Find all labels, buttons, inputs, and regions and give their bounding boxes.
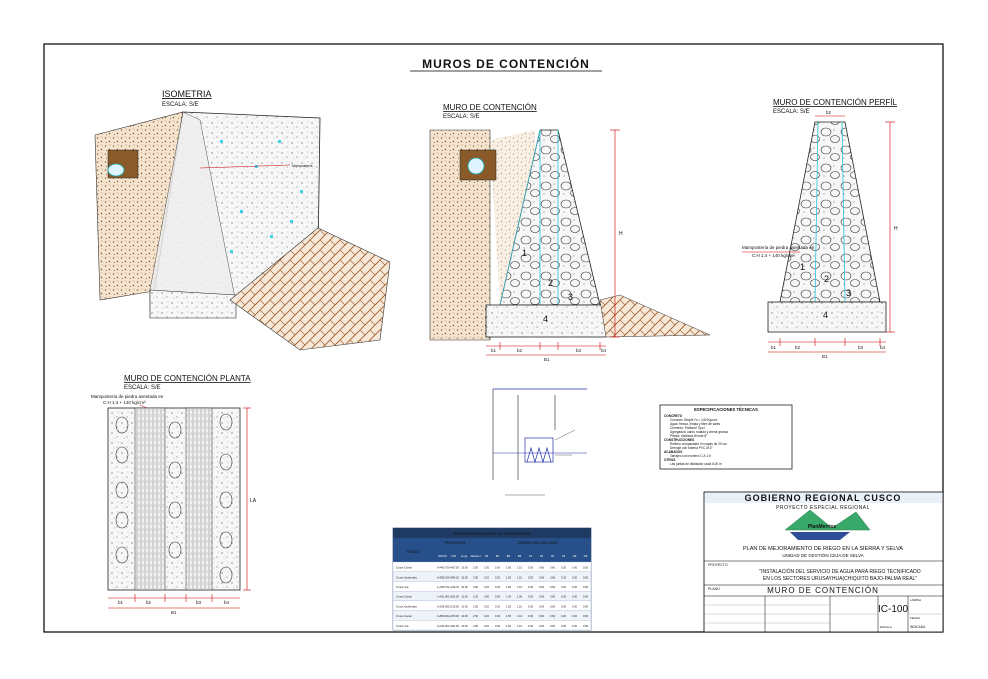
table-column-header: b3 (550, 554, 555, 558)
table-cell: 2.80 (472, 586, 479, 590)
table-cell: 2+215.00 (448, 605, 459, 609)
table-cell: 0.50 (582, 566, 589, 570)
table-cell: 1.50 (505, 586, 512, 590)
table-cell: 2.50 (472, 624, 479, 628)
table-cell: 0.30 (527, 615, 534, 619)
table-cell: 0.30 (527, 624, 534, 628)
table-cell: 2.50 (472, 566, 479, 570)
table-cell: 0.50 (582, 624, 589, 628)
table-cell: 3+441.00 (437, 624, 448, 628)
profile-dim-b1: b1 (771, 345, 777, 350)
table-cell: 0.60 (549, 624, 556, 628)
table-cell: 0.30 (494, 586, 501, 590)
spec-line: Tarrajeo con mortero C:A 1:5 (670, 454, 711, 458)
table-cell: 1.10 (516, 566, 523, 570)
sheet-code: IC-100 (877, 604, 909, 615)
isometric-title: ISOMETRIA (162, 89, 212, 99)
section-zone-4: 4 (543, 314, 549, 324)
profile-scale: ESCALA: S/E (773, 109, 810, 115)
section-zone-3: 3 (568, 292, 574, 302)
section-zone-2: 2 (548, 278, 554, 288)
table-cell: 0.30 (494, 605, 501, 609)
table-cell: 0.20 (560, 624, 567, 628)
table-cell: 1.10 (516, 586, 523, 590)
table-cell: 0.30 (527, 605, 534, 609)
profile-zone-2: 2 (824, 274, 830, 284)
table-column-header: b2 (539, 554, 544, 558)
table-column-header: FIN (451, 554, 456, 558)
summary-table (393, 528, 591, 630)
table-cell: 0.30 (527, 576, 534, 580)
spec-line: Agregados: canto rodado y arena gruesa (670, 430, 728, 434)
plan-note: Mampostería de piedra asentada en (91, 394, 164, 399)
table-cell: 0.60 (538, 615, 545, 619)
table-cell: 0.60 (549, 586, 556, 590)
profile-dim-top: b2 (826, 110, 832, 115)
table-cell: 0.30 (571, 624, 578, 628)
table-cell: 0.50 (582, 595, 589, 599)
table-cell: 10.00 (461, 576, 468, 580)
table-cell: 10.00 (461, 605, 468, 609)
table-cell: Cruce Quebrada (396, 604, 417, 609)
spec-line: OTROS (664, 458, 676, 462)
table-cell: 1.50 (505, 566, 512, 570)
specs-title: ESPECIFICACIONES TÉCNICAS (694, 407, 758, 412)
profile-note-2: C:H 1:4 + 140 kg/cm² (752, 253, 795, 258)
plan-program-title: PLAN DE MEJORAMIENTO DE RIEGO EN LA SIERRA Y SELVA (743, 546, 903, 552)
plan-dim-b2: b2 (146, 600, 152, 605)
section-dim-h: H (619, 231, 623, 237)
table-cell: 0.60 (549, 576, 556, 580)
spec-line: Relleno compactado en capas de 20 cm (670, 442, 727, 446)
table-cell: 0.30 (527, 595, 534, 599)
table-cell: 0.50 (582, 615, 589, 619)
table-cell: 0.20 (560, 576, 567, 580)
table-column-header: H1 (484, 554, 489, 558)
table-cell: 0.30 (527, 566, 534, 570)
table-column-header: b4 (561, 554, 566, 558)
isometric-scale: ESCALA: S/E (162, 102, 199, 108)
table-title: RESUMEN DE MUROS DE CONTENCIÓN (453, 531, 531, 536)
plan-dim-la: LA (250, 498, 257, 504)
section-dim-b4: b4 (601, 348, 607, 353)
profile-dim-b3: b3 (858, 345, 864, 350)
table-cell: 2+860.00 (437, 615, 448, 619)
table-cell: 2.50 (472, 576, 479, 580)
table-cell: 0.50 (582, 586, 589, 590)
scale-value: INDICADA (910, 625, 926, 629)
sheet-label: LÁMINA (910, 598, 922, 602)
table-cell: 11.00 (461, 595, 468, 599)
table-cell: 15.00 (461, 566, 468, 570)
table-cell: 3+451.00 (448, 624, 459, 628)
plan-note-2: C:H 1:4 + 140 kg/cm² (103, 400, 146, 405)
table-cell: 20.00 (461, 586, 468, 590)
plano-label: PLANO (708, 587, 720, 591)
plan-title: MURO DE CONTENCIÓN PLANTA (124, 374, 251, 383)
table-cell: 10.00 (461, 624, 468, 628)
table-cell: 3.20 (483, 586, 490, 590)
table-cell: Cruce Vía (396, 585, 409, 590)
table-header-progresiva: PROGRESIVA (444, 541, 466, 545)
table-cell: 0.30 (494, 615, 501, 619)
table-cell: 0+442.70 (437, 566, 448, 570)
profile-zone-1: 1 (800, 262, 806, 272)
table-cell: 1.50 (505, 576, 512, 580)
project-line-1: "INSTALACIÓN DEL SERVICIO DE AGUA PARA RIEGO TECNIFICADO (759, 569, 921, 575)
table-cell: 0+905.20 (448, 576, 459, 580)
section-scale: ESCALA: S/E (443, 114, 480, 120)
table-cell: 1+822.00 (448, 595, 459, 599)
profile-title: MURO DE CONTENCIÓN PERFÍL (773, 98, 898, 107)
table-cell: 1.50 (505, 605, 512, 609)
table-cell: 0.60 (538, 576, 545, 580)
table-column-header: Long. (461, 554, 468, 558)
section-title: MURO DE CONTENCIÓN (443, 103, 537, 112)
table-cell: 1.10 (516, 615, 523, 619)
table-header-tramo: TRAMO (406, 550, 420, 554)
table-cell: 0.30 (571, 615, 578, 619)
section-zone-1: 1 (522, 248, 528, 258)
table-cell: 0.20 (560, 615, 567, 619)
table-cell: 3.20 (483, 624, 490, 628)
table-column-header: B1 (495, 554, 500, 558)
spec-line: Cemento: Portland Tipo I (670, 426, 706, 430)
table-cell: 0.30 (494, 624, 501, 628)
section-dim-b1: b1 (491, 348, 497, 353)
table-cell: 0.20 (560, 595, 567, 599)
table-cell: Cruce Canal (396, 614, 412, 619)
table-cell: 0.60 (538, 586, 545, 590)
plan-scale: ESCALA: S/E (124, 385, 161, 391)
profile-dim-b2: b2 (795, 345, 801, 350)
svg-text:Mampostería: Mampostería (292, 164, 313, 168)
project-label: PROYECTO (708, 563, 728, 567)
section-dim-B1: B1 (544, 357, 550, 362)
table-cell: 0.60 (549, 595, 556, 599)
plan-unit: UNIDAD DE GESTIÓN CEJA DE SELVA (782, 553, 864, 558)
table-cell: 3.20 (483, 605, 490, 609)
table-cell: 0.30 (571, 595, 578, 599)
spec-line: ACABADOS (664, 450, 683, 454)
table-cell: 0+457.50 (448, 566, 459, 570)
table-cell: 2.50 (472, 615, 479, 619)
table-cell: 0.30 (494, 595, 501, 599)
table-cell: 1.50 (505, 615, 512, 619)
spec-line: CONCRETO (664, 414, 683, 418)
org-sub: PROYECTO ESPECIAL REGIONAL (776, 505, 870, 511)
org-name: GOBIERNO REGIONAL CUSCO (744, 493, 902, 503)
table-cell: 1+811.00 (437, 595, 448, 599)
profile-dim-b4: b4 (880, 345, 886, 350)
table-cell: 0.30 (494, 566, 501, 570)
date-label: FECHA (910, 616, 921, 620)
table-cell: 0.30 (527, 586, 534, 590)
technical-specs (660, 405, 792, 469)
table-cell: 0+895.20 (437, 576, 448, 580)
table-cell: 3.00 (483, 595, 490, 599)
table-column-header: H3 (583, 554, 588, 558)
table-column-header: H2 (572, 554, 577, 558)
spec-line: Agua: fresca, limpia y libre de sales (670, 422, 721, 426)
table-cell: 1+290.70 (437, 586, 448, 590)
table-cell: 1+310.70 (448, 586, 459, 590)
table-cell: 0.60 (549, 566, 556, 570)
table-cell: 0.60 (549, 605, 556, 609)
spec-line: CONSTRUCCIONES (664, 438, 695, 442)
table-cell: Cruce Quebrada (396, 575, 417, 580)
table-cell: 2+205.00 (437, 605, 448, 609)
table-cell: 0.20 (560, 586, 567, 590)
profile-zone-3: 3 (846, 288, 852, 298)
table-cell: 0.60 (549, 615, 556, 619)
table-cell: 0.30 (571, 605, 578, 609)
table-header-dims: DIMENSIONES DEL MURO (518, 541, 558, 545)
table-cell: 0.20 (560, 605, 567, 609)
spec-line: Piedra: mediana Ø máx 8" (670, 434, 708, 438)
table-column-header: INICIO (438, 554, 447, 558)
table-cell: 3.20 (483, 615, 490, 619)
plano-name: MURO DE CONTENCIÓN (767, 586, 879, 595)
spec-line: Drenaje con tubería PVC Ø 3" (670, 446, 713, 450)
table-cell: 0.50 (582, 605, 589, 609)
table-cell: 2+870.00 (448, 615, 459, 619)
section-dim-b2: b2 (517, 348, 523, 353)
profile-zone-4: 4 (823, 310, 829, 320)
table-cell: 0.30 (571, 576, 578, 580)
plan-dim-b1: b1 (118, 600, 124, 605)
table-cell: 0.60 (538, 624, 545, 628)
table-cell: 0.50 (582, 576, 589, 580)
title-block (704, 492, 943, 632)
svg-text:PlanMerriss: PlanMerriss (807, 524, 837, 530)
table-column-header: B3 (517, 554, 522, 558)
table-cell: 1.10 (516, 624, 523, 628)
table-column-header: Altura H (470, 554, 481, 558)
table-cell: Cruce Canal (396, 594, 412, 599)
table-cell: 1.50 (505, 624, 512, 628)
table-cell: 1.00 (516, 595, 523, 599)
profile-dim-h: H (894, 226, 898, 232)
profile-dim-B1: B1 (822, 354, 828, 359)
table-cell: 1.10 (516, 605, 523, 609)
plan-dim-B1: B1 (171, 610, 177, 615)
table-cell: 0.60 (538, 566, 545, 570)
sheet-title: MUROS DE CONTENCIÓN (422, 57, 590, 71)
table-cell: 0.20 (560, 566, 567, 570)
scale-label: ESCALA (880, 625, 892, 629)
spec-line: Concreto Simple f'c = 140 Kg/cm² (670, 418, 718, 422)
table-column-header: B2 (506, 554, 511, 558)
table-cell: 1.10 (516, 576, 523, 580)
table-column-header: b1 (528, 554, 533, 558)
table-cell: 0.60 (538, 605, 545, 609)
profile-note: Mampostería de piedra asentada en (742, 245, 815, 250)
plan-dim-b3: b3 (196, 600, 202, 605)
spec-line: Las juntas de dilatación cada 6.00 m (670, 462, 722, 466)
plan-view (91, 374, 257, 615)
table-cell: 0.30 (494, 576, 501, 580)
table-cell: 0.30 (571, 566, 578, 570)
table-cell: Cruce Vía (396, 623, 409, 628)
section-dim-b3: b3 (576, 348, 582, 353)
table-cell: 3.20 (483, 576, 490, 580)
project-line-2: EN LOS SECTORES URUSAYHUA(CHIQUITO BAJO-PALMA REAL" (762, 576, 918, 582)
table-cell: 10.00 (461, 615, 468, 619)
table-cell: 2.20 (472, 595, 479, 599)
table-cell: 1.40 (505, 595, 512, 599)
table-cell: 0.30 (571, 586, 578, 590)
plan-dim-b4: b4 (224, 600, 230, 605)
table-cell: Cruce Canal (396, 565, 412, 570)
table-cell: 2.50 (472, 605, 479, 609)
table-cell: 0.60 (538, 595, 545, 599)
table-cell: 3.20 (483, 566, 490, 570)
